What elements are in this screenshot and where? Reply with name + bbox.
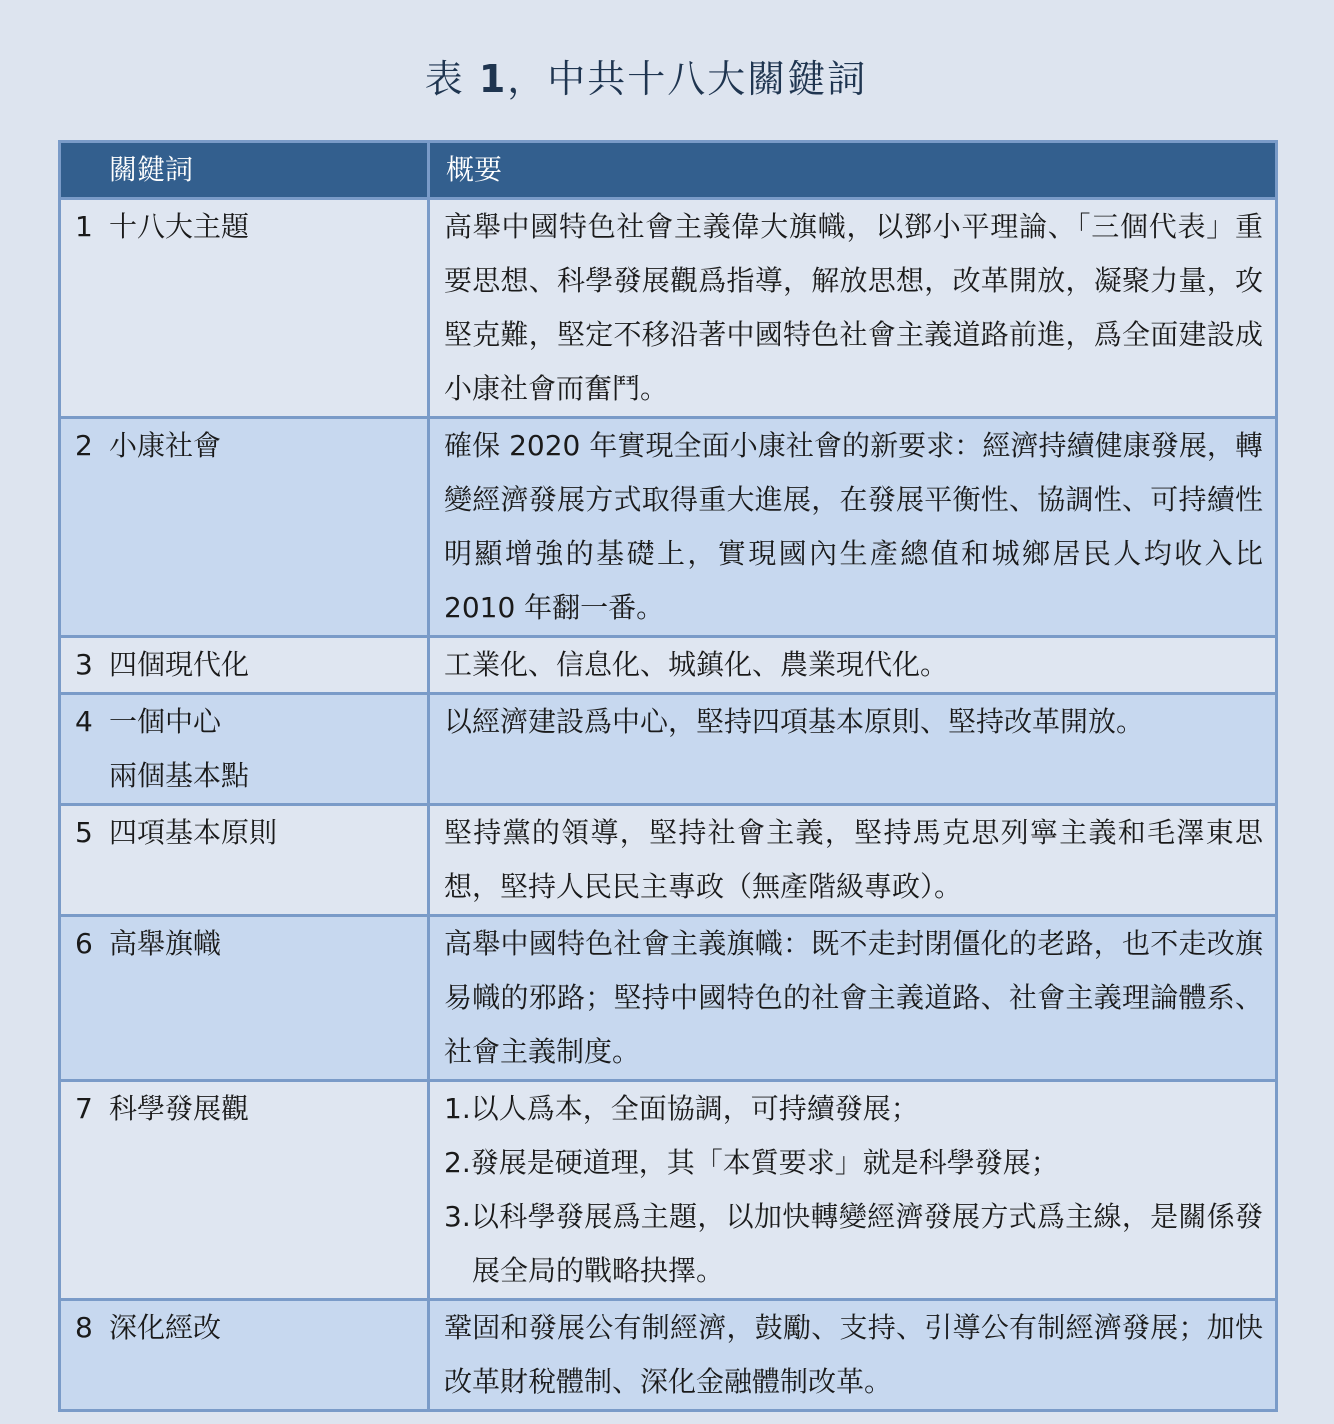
title-prefix: 表 <box>424 57 479 101</box>
keyword-label: 科學發展觀 <box>109 1092 250 1125</box>
keyword-cell <box>60 916 429 1081</box>
table-row <box>60 418 1277 637</box>
keyword-label: 一個中心 <box>109 705 222 738</box>
row-number: 6 <box>75 927 93 960</box>
table-row <box>60 916 1277 1081</box>
keyword-label: 四項基本原則 <box>109 816 278 849</box>
keyword-cell <box>60 199 429 418</box>
keyword-cell <box>60 1300 429 1411</box>
summary-point: 1.以人爲本，全面協調，可持續發展； <box>444 1092 919 1125</box>
summary-point: 2.發展是硬道理，其「本質要求」就是科學發展； <box>444 1146 1059 1179</box>
summary-cell: 工業化、信息化、城鎮化、農業現代化。 <box>429 637 1277 694</box>
keyword-label: 十八大主題 <box>109 210 250 243</box>
summary-cell: 鞏固和發展公有制經濟，鼓勵、支持、引導公有制經濟發展；加快改革財稅體制、深化金融體制改革。 <box>429 1300 1277 1411</box>
table-row <box>60 694 1277 805</box>
row-number: 7 <box>75 1092 93 1125</box>
keyword-label: 深化經改 <box>109 1311 222 1344</box>
row-number: 5 <box>75 816 93 849</box>
table-row <box>60 805 1277 916</box>
table-title <box>0 48 1292 103</box>
summary-cell: 高舉中國特色社會主義旗幟：既不走封閉僵化的老路，也不走改旗易幟的邪路；堅持中國特色的社會主義道路、社會主義理論體系、社會主義制度。 <box>429 916 1277 1081</box>
row-number: 2 <box>75 429 93 462</box>
header-summary: 概要 <box>429 142 1277 199</box>
table-row <box>60 637 1277 694</box>
table-row <box>60 1300 1277 1411</box>
table-row <box>60 1081 1277 1300</box>
keyword-cell <box>60 637 429 694</box>
summary-point: 3.以科學發展爲主題，以加快轉變經濟發展方式爲主線，是關係發展全局的戰略抉擇。 <box>444 1200 1263 1287</box>
summary-cell <box>429 1081 1277 1300</box>
keyword-label: 四個現代化 <box>109 648 250 681</box>
row-number: 4 <box>75 705 93 738</box>
keyword-label: 高舉旗幟 <box>109 927 222 960</box>
title-number: 1 <box>478 57 508 101</box>
keyword-cell <box>60 805 429 916</box>
keyword-cell <box>60 418 429 637</box>
keyword-label-secondary: 兩個基本點 <box>109 759 250 792</box>
summary-cell: 高舉中國特色社會主義偉大旗幟，以鄧小平理論、「三個代表」重要思想、科學發展觀爲指導，解放思想，改革開放，凝聚力量，攻堅克難，堅定不移沿著中國特色社會主義道路前進，爲全面建設成小康社會而奮鬥。 <box>429 199 1277 418</box>
keywords-table <box>58 140 1278 1412</box>
table-header-row <box>60 142 1277 199</box>
table-row <box>60 199 1277 418</box>
header-keyword: 關鍵詞 <box>60 142 429 199</box>
keyword-cell <box>60 694 429 805</box>
title-text: ，中共十八大關鍵詞 <box>507 57 868 101</box>
row-number: 8 <box>75 1311 93 1344</box>
keyword-cell <box>60 1081 429 1300</box>
row-number: 3 <box>75 648 93 681</box>
summary-cell: 以經濟建設爲中心，堅持四項基本原則、堅持改革開放。 <box>429 694 1277 805</box>
keyword-label: 小康社會 <box>109 429 222 462</box>
summary-cell: 確保 2020 年實現全面小康社會的新要求：經濟持續健康發展，轉變經濟發展方式取得重大進展，在發展平衡性、協調性、可持續性明顯增強的基礎上，實現國內生產總值和城鄉居民人均收入比 2010 年翻一番。 <box>429 418 1277 637</box>
row-number: 1 <box>75 210 93 243</box>
summary-cell: 堅持黨的領導，堅持社會主義，堅持馬克思列寧主義和毛澤東思想，堅持人民民主專政（無產階級專政）。 <box>429 805 1277 916</box>
